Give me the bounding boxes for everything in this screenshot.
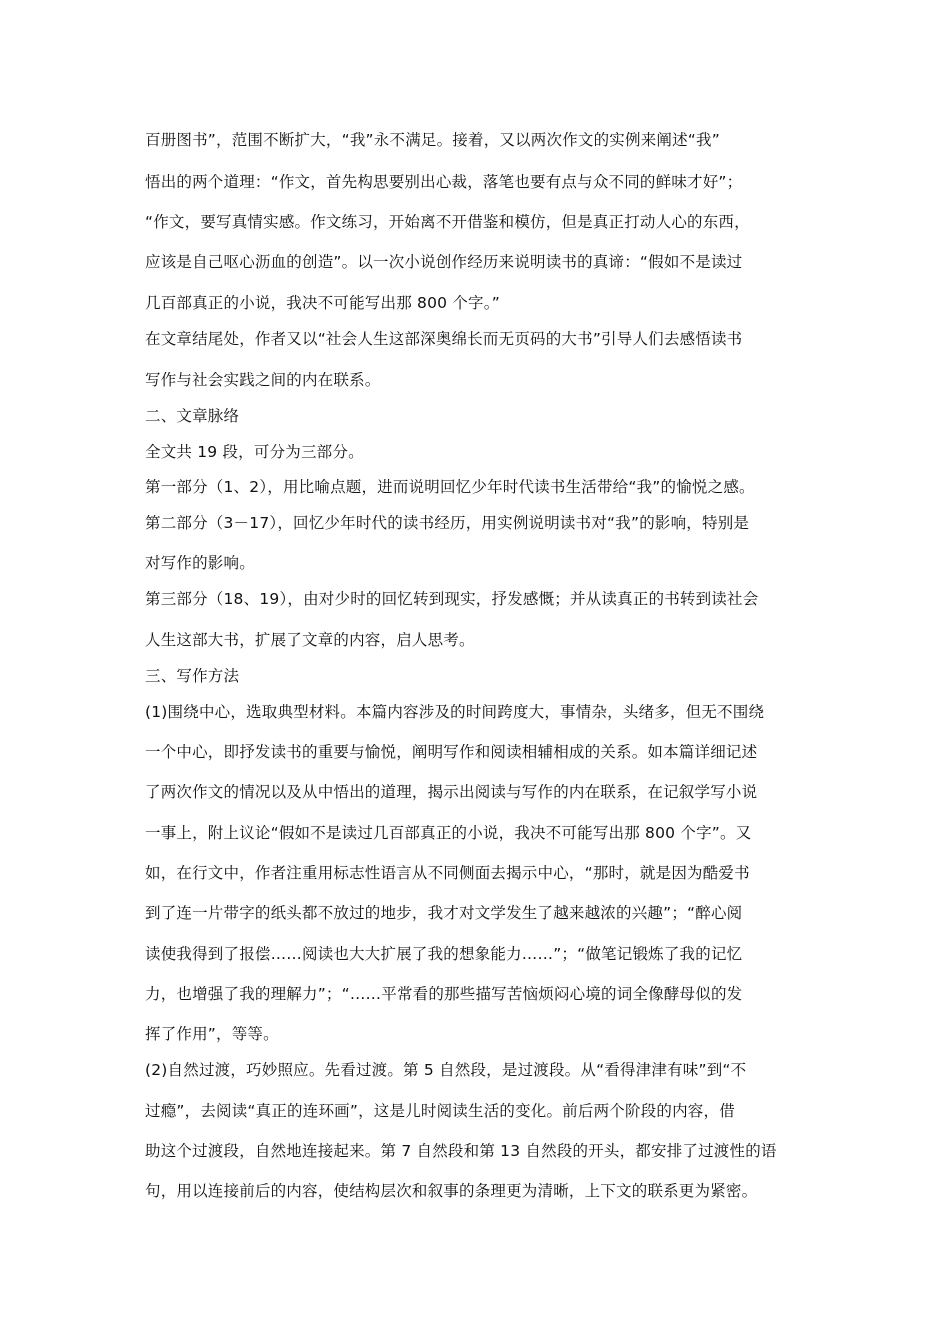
text-line: 几百部真正的小说，我决不可能写出那 800 个字。” <box>145 294 500 312</box>
text-line: 写作与社会实践之间的内在联系。 <box>145 371 381 389</box>
text-line: 应该是自己呕心沥血的创造”。以一次小说创作经历来说明读书的真谛：“假如不是读过 <box>145 253 743 271</box>
text-line: 挥了作用”，等等。 <box>145 1025 279 1043</box>
text-line: 句，用以连接前后的内容，使结构层次和叙事的条理更为清晰，上下文的联系更为紧密。 <box>145 1182 758 1200</box>
text-line: 对写作的影响。 <box>145 554 255 572</box>
text-line: 如，在行文中，作者注重用标志性语言从不同侧面去揭示中心，“那时，就是因为酷爱书 <box>145 864 750 882</box>
text-line: “作文，要写真情实感。作文练习，开始离不开借鉴和模仿，但是真正打动人心的东西， <box>145 213 750 231</box>
text-line: 一事上，附上议论“假如不是读过几百部真正的小说，我决不可能写出那 800 个字”。又 <box>145 824 752 842</box>
text-line: 百册图书”，范围不断扩大，“我”永不满足。接着，又以两次作文的实例来阐述“我” <box>145 131 720 149</box>
text-line: 第二部分（3－17），回忆少年时代的读书经历，用实例说明读书对“我”的影响，特别是 <box>145 514 750 532</box>
text-line: (2)自然过渡，巧妙照应。先看过渡。第 5 自然段，是过渡段。从“看得津津有味”到“不 <box>145 1061 747 1079</box>
text-line: 人生这部大书，扩展了文章的内容，启人思考。 <box>145 631 475 649</box>
section-heading: 二、文章脉络 <box>145 407 240 425</box>
text-line: 力，也增强了我的理解力”；“……平常看的那些描写苦恼烦闷心境的词全像酵母似的发 <box>145 985 743 1003</box>
text-line: 助这个过渡段，自然地连接起来。第 7 自然段和第 13 自然段的开头，都安排了过渡性的语 <box>145 1142 777 1160</box>
text-line: 读使我得到了报偿……阅读也大大扩展了我的想象能力……”；“做笔记锻炼了我的记忆 <box>145 945 743 963</box>
text-line: 一个中心，即抒发读书的重要与愉悦，阐明写作和阅读相辅相成的关系。如本篇详细记述 <box>145 743 758 761</box>
text-line: 第一部分（1、2），用比喻点题，进而说明回忆少年时代读书生活带给“我”的愉悦之感。 <box>145 478 755 496</box>
text-line: 了两次作文的情况以及从中悟出的道理，揭示出阅读与写作的内在联系，在记叙学写小说 <box>145 783 758 801</box>
text-line: 到了连一片带字的纸头都不放过的地步，我才对文学发生了越来越浓的兴趣”；“醉心阅 <box>145 904 743 922</box>
text-line: 第三部分（18、19），由对少时的回忆转到现实，抒发感慨；并从读真正的书转到读社会 <box>145 590 759 608</box>
text-line: (1)围绕中心，选取典型材料。本篇内容涉及的时间跨度大，事情杂，头绪多，但无不围绕 <box>145 703 765 721</box>
text-line: 过瘾”，去阅读“真正的连环画”，这是儿时阅读生活的变化。前后两个阶段的内容，借 <box>145 1102 735 1120</box>
text-line: 悟出的两个道理：“作文，首先构思要别出心裁，落笔也要有点与众不同的鲜味才好”； <box>145 173 743 191</box>
section-heading: 三、写作方法 <box>145 667 240 685</box>
text-line: 在文章结尾处，作者又以“社会人生这部深奥绵长而无页码的大书”引导人们去感悟读书 <box>145 330 743 348</box>
text-line: 全文共 19 段，可分为三部分。 <box>145 443 364 461</box>
